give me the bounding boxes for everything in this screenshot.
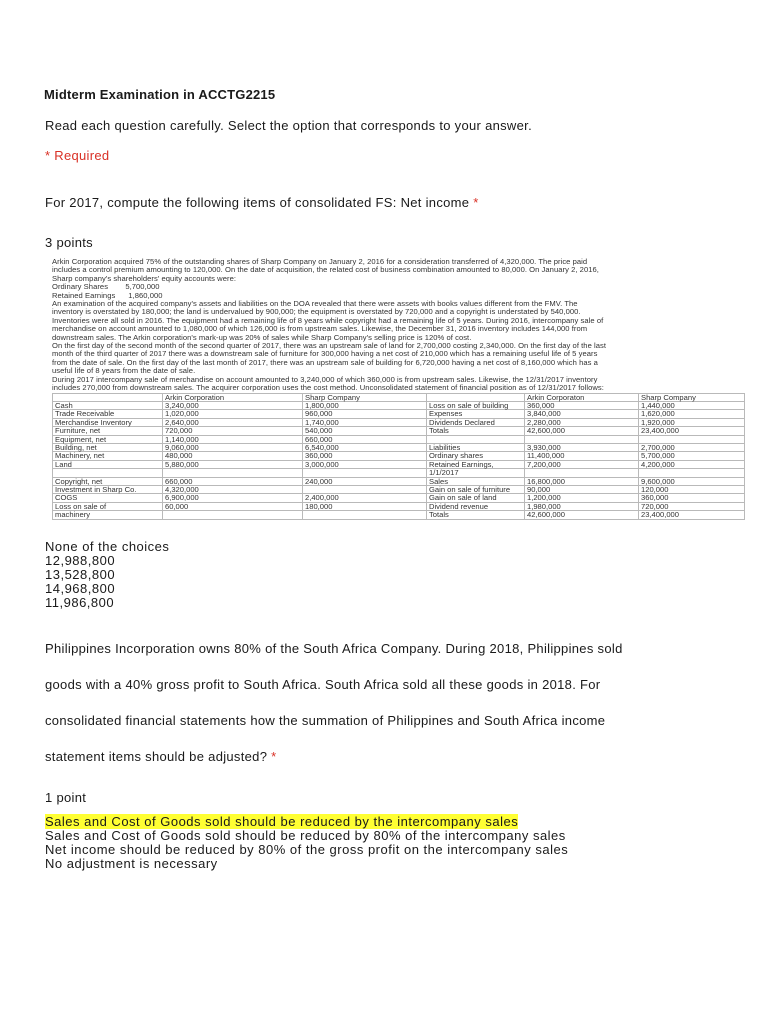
question-1-text: For 2017, compute the following items of consolidated FS: Net income bbox=[45, 195, 470, 210]
table-cell: 1,440,000 bbox=[639, 401, 745, 409]
table-cell: 3,840,000 bbox=[525, 410, 639, 418]
table-cell bbox=[163, 511, 303, 519]
problem-image bbox=[52, 258, 766, 520]
table-cell: 4,320,000 bbox=[163, 485, 303, 493]
table-cell: 1,920,000 bbox=[639, 418, 745, 426]
table-cell: Sales bbox=[427, 477, 525, 485]
table-cell: 11,400,000 bbox=[525, 452, 639, 460]
table-cell bbox=[525, 469, 639, 477]
q2-choice[interactable]: Net income should be reduced by 80% of the gross profit on the intercompany sales bbox=[45, 842, 569, 857]
table-cell: 1,740,000 bbox=[303, 418, 427, 426]
table-cell bbox=[639, 469, 745, 477]
problem-line: Sharp company's shareholders' equity accounts were: bbox=[52, 273, 236, 283]
table-cell: 90,000 bbox=[525, 485, 639, 493]
table-cell: 1,140,000 bbox=[163, 435, 303, 443]
problem-line: inventory is overstated by 180,000; the land is undervalued by 900,000; the equipment is overstated by 720,000 and a copyright is understated by 540,000. bbox=[52, 307, 581, 317]
table-cell bbox=[163, 469, 303, 477]
table-cell: 16,800,000 bbox=[525, 477, 639, 485]
table-cell: Expenses bbox=[427, 410, 525, 418]
table-cell: 360,000 bbox=[525, 401, 639, 409]
table-cell bbox=[53, 469, 163, 477]
problem-line: Ordinary Shares 5,700,000 bbox=[52, 282, 160, 292]
table-cell: 1,020,000 bbox=[163, 410, 303, 418]
problem-line: includes 270,000 from downstream sales. The acquirer corporation uses the cost method. Unconsolidated statement of financial position as of 12/31/2017 follows: bbox=[52, 383, 604, 393]
table-cell: 2,640,000 bbox=[163, 418, 303, 426]
table-cell: 1,800,000 bbox=[303, 401, 427, 409]
table-cell: Dividends Declared bbox=[427, 418, 525, 426]
table-cell: 660,000 bbox=[303, 435, 427, 443]
table-cell: 720,000 bbox=[163, 427, 303, 435]
table-cell: 23,400,000 bbox=[639, 511, 745, 519]
table-row bbox=[53, 427, 745, 435]
problem-line: Retained Earnings 1,860,000 bbox=[52, 290, 163, 300]
table-cell: 120,000 bbox=[639, 485, 745, 493]
table-cell: 9,600,000 bbox=[639, 477, 745, 485]
required-note: * Required bbox=[45, 148, 110, 163]
question-2-points: 1 point bbox=[45, 790, 87, 805]
table-cell: 540,000 bbox=[303, 427, 427, 435]
financial-position-table bbox=[52, 393, 745, 520]
table-cell: 42,600,000 bbox=[525, 511, 639, 519]
table-row bbox=[53, 511, 745, 519]
q1-choice[interactable]: None of the choices bbox=[45, 539, 170, 554]
table-cell: 5,880,000 bbox=[163, 460, 303, 468]
table-cell: 3,240,000 bbox=[163, 401, 303, 409]
table-cell: 360,000 bbox=[303, 452, 427, 460]
table-cell: Gain on sale of furniture bbox=[427, 485, 525, 493]
table-cell: 1,620,000 bbox=[639, 410, 745, 418]
table-cell: 720,000 bbox=[639, 502, 745, 510]
problem-line: During 2017 intercompany sale of merchandise on account amounted to 3,240,000 of which 360,000 is from upstream sales. Likewise, the 12/31/2017 inventory bbox=[52, 374, 598, 384]
table-cell: Totals bbox=[427, 511, 525, 519]
table-cell: Copyright, net bbox=[53, 477, 163, 485]
table-header-cell: Sharp Company bbox=[303, 393, 427, 401]
problem-line: from the date of sale. On the first day of the last month of 2017, there was an upstream sale of building for 6,720,000 having a net cost of 8,160,000 which has a bbox=[52, 357, 598, 367]
question-1-prompt bbox=[45, 195, 479, 210]
table-cell: Trade Receivable bbox=[53, 410, 163, 418]
required-asterisk: * bbox=[271, 749, 277, 764]
table-cell: 5,700,000 bbox=[639, 452, 745, 460]
problem-line: On the first day of the second month of the second quarter of 2017, there was an upstream sale of land for 2,700,000 costing 2,340,000. On the first day of the last bbox=[52, 341, 607, 351]
table-cell: 360,000 bbox=[639, 494, 745, 502]
problem-line: merchandise on account amounted to 1,080,000 of which 126,000 is from upstream sales. Likewise, the December 31, 2016 inventory includes 144,000 from bbox=[52, 324, 588, 334]
q2-choice[interactable]: Sales and Cost of Goods sold should be reduced by 80% of the intercompany sales bbox=[45, 828, 566, 843]
table-cell: Loss on sale of bbox=[53, 502, 163, 510]
table-cell bbox=[303, 511, 427, 519]
problem-line: Arkin Corporation acquired 75% of the outstanding shares of Sharp Company on January 2, 2016 for a consideration transferred of 4,320,000. The price paid bbox=[52, 257, 588, 266]
problem-line: An examination of the acquired company's assets and liabilities on the DOA revealed that there were assets with books values different from the FMV. The bbox=[52, 299, 578, 309]
problem-line: useful life of 8 years from the date of sale. bbox=[52, 366, 196, 376]
required-asterisk: * bbox=[473, 195, 479, 210]
table-cell: 240,000 bbox=[303, 477, 427, 485]
table-cell: machinery bbox=[53, 511, 163, 519]
table-cell: 6,900,000 bbox=[163, 494, 303, 502]
table-header-cell: Sharp Company bbox=[639, 393, 745, 401]
table-row bbox=[53, 469, 745, 477]
table-cell: 60,000 bbox=[163, 502, 303, 510]
table-cell: 2,400,000 bbox=[303, 494, 427, 502]
instructions: Read each question carefully. Select the option that corresponds to your answer. bbox=[45, 118, 532, 133]
table-cell: 660,000 bbox=[163, 477, 303, 485]
table-cell: Loss on sale of building bbox=[427, 401, 525, 409]
table-cell: 6,540,000 bbox=[303, 443, 427, 451]
table-cell: Ordinary shares bbox=[427, 452, 525, 460]
selected-answer-highlight: Sales and Cost of Goods sold should be reduced by the intercompany sales bbox=[45, 814, 519, 829]
table-cell: 3,930,000 bbox=[525, 443, 639, 451]
table-cell: 9,060,000 bbox=[163, 443, 303, 451]
table-cell: Land bbox=[53, 460, 163, 468]
exam-title: Midterm Examination in ACCTG2215 bbox=[44, 87, 276, 102]
problem-line: downstream sales. The Arkin corporation's mark-up was 20% of sales while Sharp Company's selling price is 120% of cost. bbox=[52, 332, 472, 342]
table-cell: Investment in Sharp Co. bbox=[53, 485, 163, 493]
table-cell: Totals bbox=[427, 427, 525, 435]
question-2-text: statement items should be adjusted? bbox=[45, 749, 268, 764]
table-cell: Merchandise Inventory bbox=[53, 418, 163, 426]
table-cell: COGS bbox=[53, 494, 163, 502]
table-cell: Retained Earnings, bbox=[427, 460, 525, 468]
q1-choice[interactable]: 13,528,800 bbox=[45, 567, 116, 582]
table-cell: Furniture, net bbox=[53, 427, 163, 435]
table-header-cell: Arkin Corporation bbox=[163, 393, 303, 401]
table-cell: 1,980,000 bbox=[525, 502, 639, 510]
table-cell: Machinery, net bbox=[53, 452, 163, 460]
q2-choice-selected[interactable] bbox=[45, 814, 518, 829]
table-cell: 960,000 bbox=[303, 410, 427, 418]
table-cell: Dividend revenue bbox=[427, 502, 525, 510]
q1-choice[interactable]: 11,986,800 bbox=[45, 595, 115, 610]
table-row bbox=[53, 452, 745, 460]
table-cell: Gain on sale of land bbox=[427, 494, 525, 502]
table-cell: Cash bbox=[53, 401, 163, 409]
table-cell: 1,200,000 bbox=[525, 494, 639, 502]
table-cell: Equipment, net bbox=[53, 435, 163, 443]
table-cell: 4,200,000 bbox=[639, 460, 745, 468]
question-2-line: goods with a 40% gross profit to South Africa. South Africa sold all these goods in 2018. For bbox=[45, 677, 601, 692]
table-header-cell: Arkin Corporaton bbox=[525, 393, 639, 401]
question-2-line: Philippines Incorporation owns 80% of the South Africa Company. During 2018, Philippines sold bbox=[45, 641, 623, 656]
table-cell: 1/1/2017 bbox=[427, 469, 525, 477]
table-cell: 42,600,000 bbox=[525, 427, 639, 435]
table-cell: 23,400,000 bbox=[639, 427, 745, 435]
table-cell: 7,200,000 bbox=[525, 460, 639, 468]
problem-line: Inventories were all sold in 2016. The equipment had a remaining life of 8 years while copyright had a remaining life of 5 years. During 2016, intercompany sale of bbox=[52, 315, 604, 325]
q2-choice[interactable]: No adjustment is necessary bbox=[45, 856, 218, 871]
table-row bbox=[53, 460, 745, 468]
table-cell: Liabilities bbox=[427, 443, 525, 451]
table-cell: 3,000,000 bbox=[303, 460, 427, 468]
problem-line: month of the third quarter of 2017 there was a downstream sale of furniture for 300,000 having a net cost of 210,000 which has a remaining useful life of 5 years bbox=[52, 349, 598, 359]
q1-choice[interactable]: 14,968,800 bbox=[45, 581, 116, 596]
table-cell: 180,000 bbox=[303, 502, 427, 510]
problem-line: includes a control premium amounting to 120,000. On the date of acquisition, the related cost of business combination amounted to 80,000. On January 2, 2016, bbox=[52, 265, 599, 275]
table-row bbox=[53, 410, 745, 418]
q1-choice[interactable]: 12,988,800 bbox=[45, 553, 116, 568]
table-cell: Building, net bbox=[53, 443, 163, 451]
table-cell: 2,280,000 bbox=[525, 418, 639, 426]
question-1-points: 3 points bbox=[45, 235, 93, 250]
table-cell: 2,700,000 bbox=[639, 443, 745, 451]
question-2-line-last bbox=[45, 749, 277, 764]
problem-text bbox=[52, 258, 766, 393]
table-cell: 480,000 bbox=[163, 452, 303, 460]
question-2-line: consolidated financial statements how the summation of Philippines and South Africa income bbox=[45, 713, 606, 728]
table-cell bbox=[303, 469, 427, 477]
